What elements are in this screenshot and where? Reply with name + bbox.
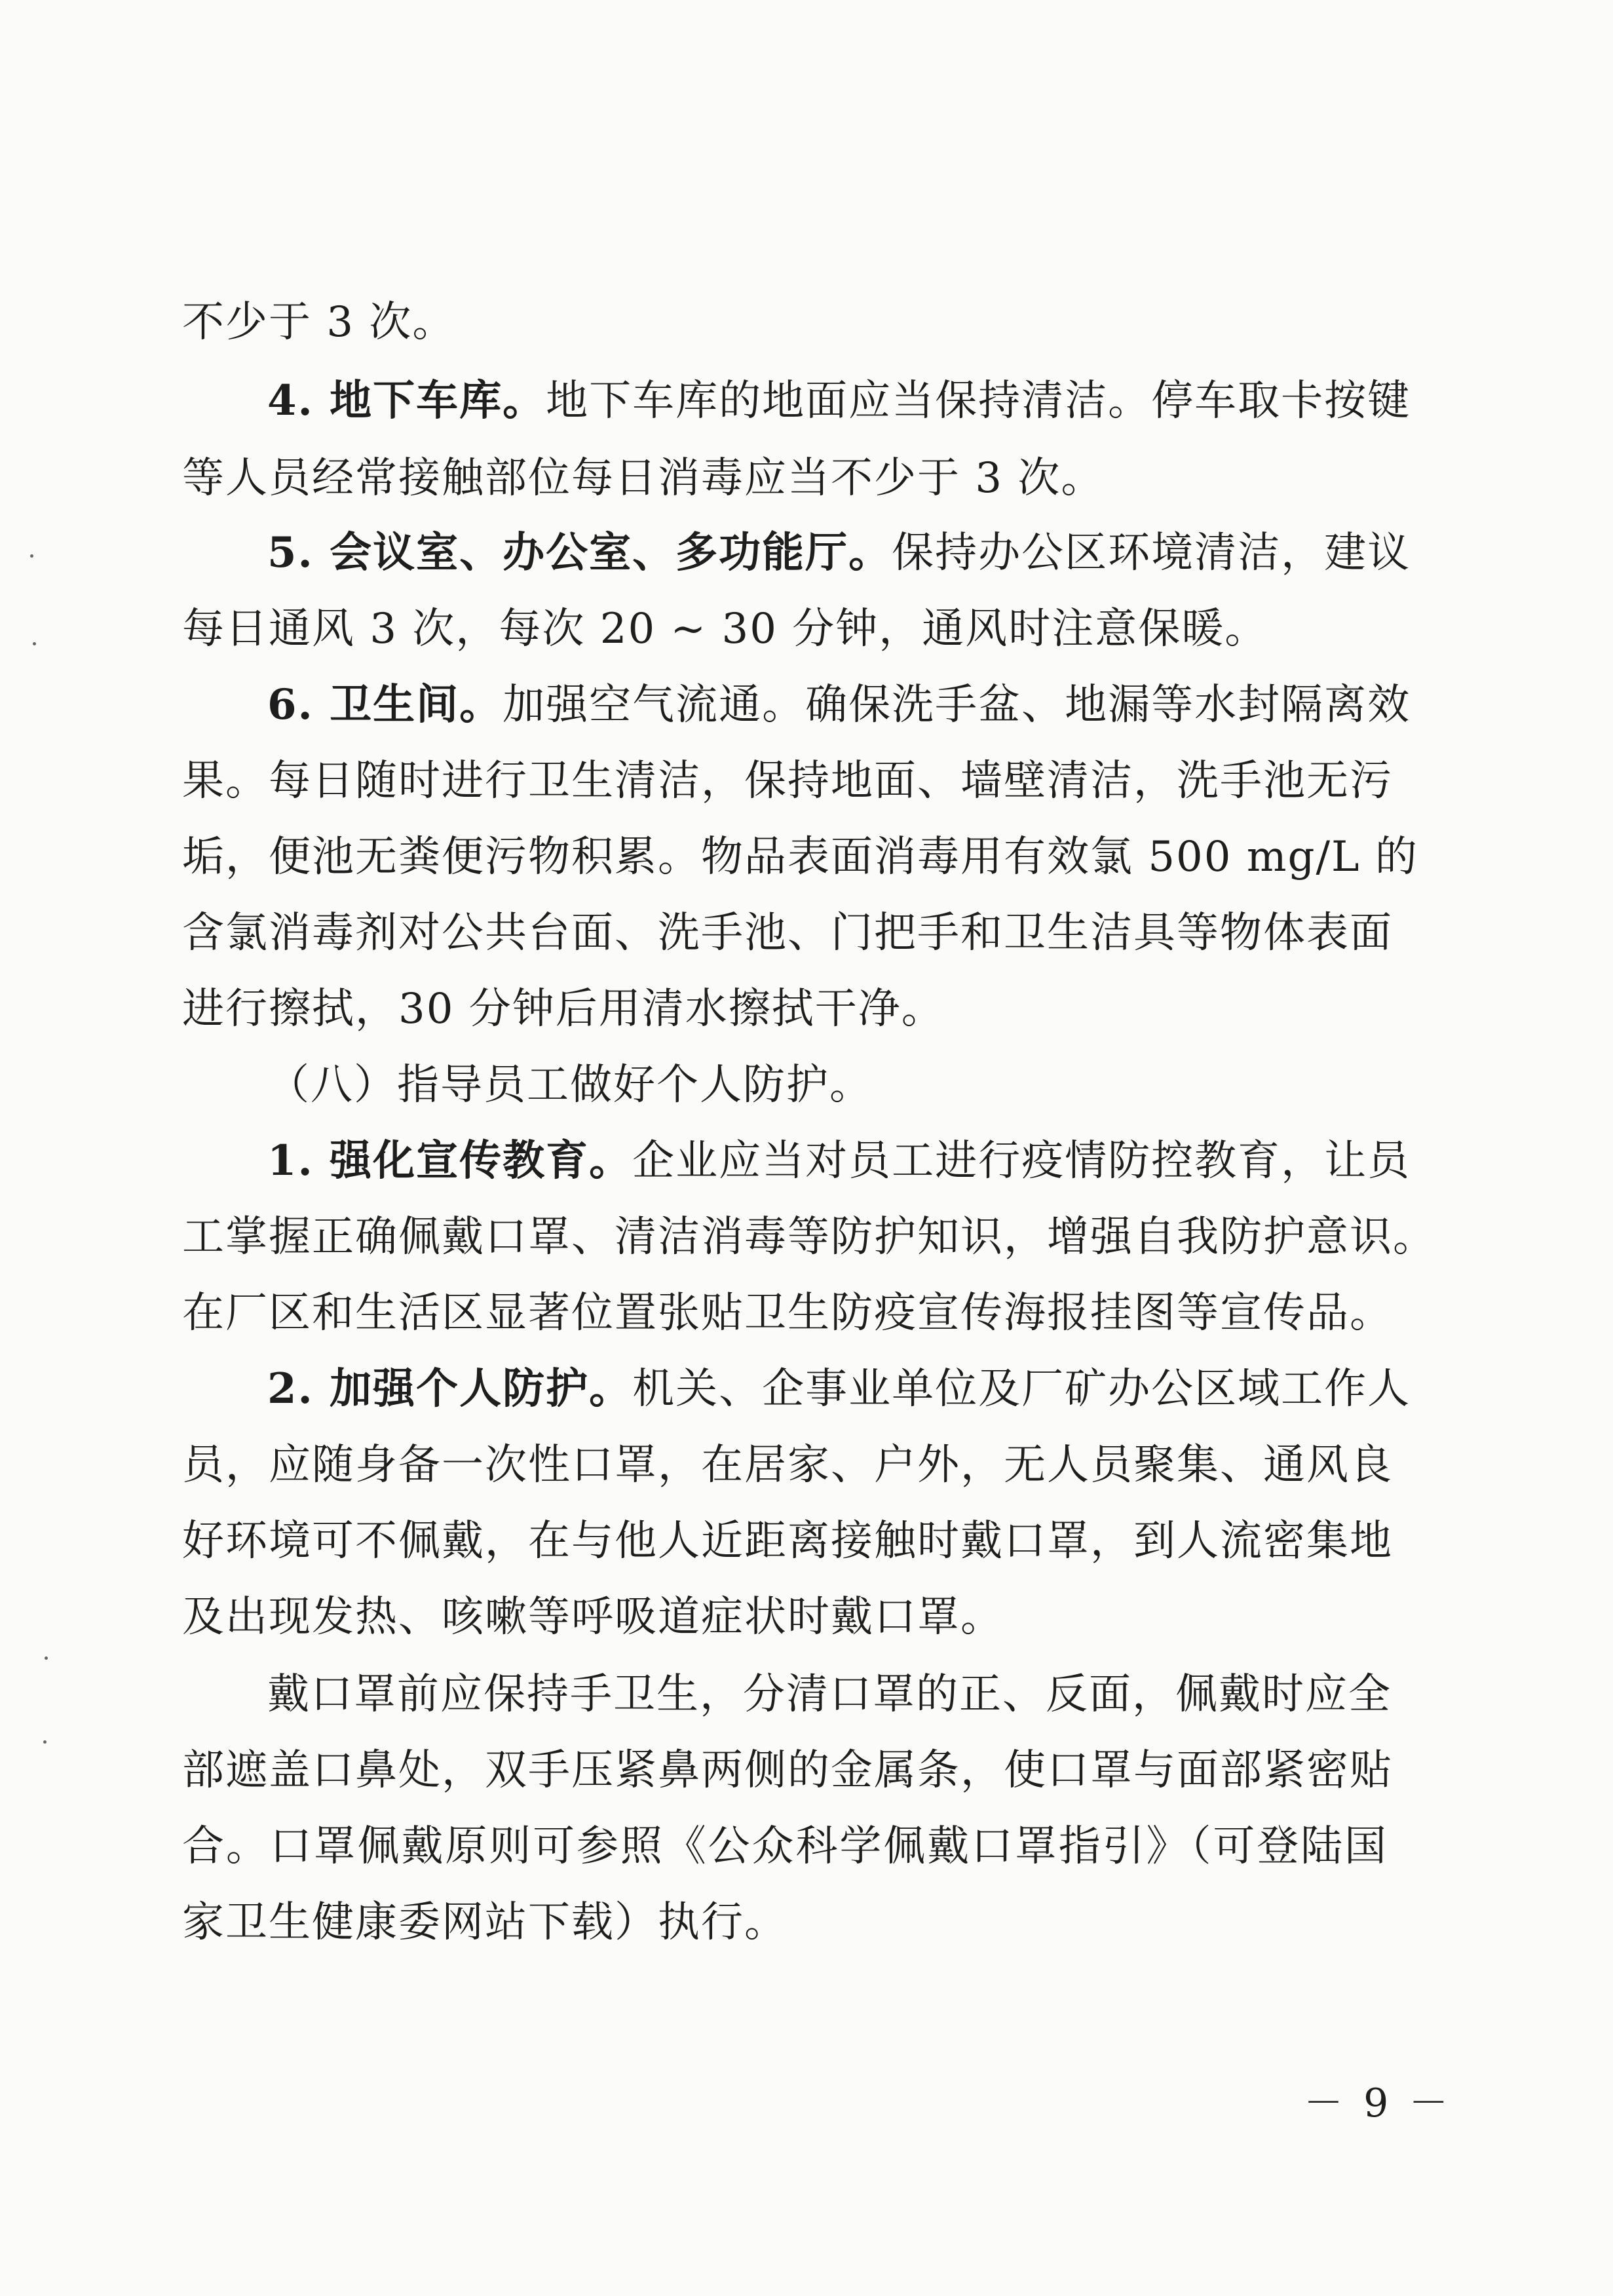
scan-speck (43, 1740, 47, 1744)
section-heading: 4. 地下车库。 (267, 376, 546, 425)
section-heading: 5. 会议室、办公室、多功能厅。 (267, 528, 892, 577)
section-6-restroom: 6. 卫生间。加强空气流通。确保洗手盆、地漏等水封隔离效 (267, 680, 1411, 729)
paragraph-line: 进行擦拭，30 分钟后用清水擦拭干净。 (182, 985, 945, 1033)
paragraph-line: 工掌握正确佩戴口罩、清洁消毒等防护知识，增强自我防护意识。 (182, 1213, 1436, 1261)
paragraph-line: 好环境可不佩戴，在与他人近距离接触时戴口罩，到人流密集地 (182, 1517, 1393, 1565)
section-heading: 1. 强化宣传教育。 (267, 1136, 633, 1185)
scan-speck (45, 1656, 48, 1660)
paragraph-line: 家卫生健康委网站下载）执行。 (182, 1898, 788, 1947)
scan-speck (30, 554, 33, 558)
scan-speck (33, 642, 36, 645)
section-2-personal-protection: 2. 加强个人防护。机关、企事业单位及厂矿办公区域工作人 (267, 1364, 1411, 1413)
paragraph-line: 等人员经常接触部位每日消毒应当不少于 3 次。 (182, 454, 1105, 503)
paragraph-line: 垢，便池无粪便污物积累。物品表面消毒用有效氯 500 mg/L 的 (182, 833, 1418, 881)
section-heading: 2. 加强个人防护。 (267, 1364, 633, 1413)
section-heading: 6. 卫生间。 (267, 680, 503, 729)
paragraph-line: 及出现发热、咳嗽等呼吸道症状时戴口罩。 (182, 1593, 1004, 1641)
section-4-underground-garage: 4. 地下车库。地下车库的地面应当保持清洁。停车取卡按键 (267, 376, 1411, 425)
paragraph-line: 在厂区和生活区显著位置张贴卫生防疫宣传海报挂图等宣传品。 (182, 1289, 1393, 1337)
paragraph-line: 含氯消毒剂对公共台面、洗手池、门把手和卫生洁具等物体表面 (182, 909, 1393, 957)
paragraph-line: 果。每日随时进行卫生清洁，保持地面、墙壁清洁，洗手池无污 (182, 757, 1393, 805)
paragraph-line: 合。口罩佩戴原则可参照《公众科学佩戴口罩指引》（可登陆国 (182, 1822, 1388, 1871)
paragraph-line: 部遮盖口鼻处，双手压紧鼻两侧的金属条，使口罩与面部紧密贴 (182, 1746, 1393, 1795)
page-number: － 9 － (1304, 2080, 1452, 2126)
section-5-meeting-rooms: 5. 会议室、办公室、多功能厅。保持办公区环境清洁，建议 (267, 528, 1411, 577)
subsection-heading-8: （八）指导员工做好个人防护。 (267, 1061, 873, 1109)
section-1-publicity-education: 1. 强化宣传教育。企业应当对员工进行疫情防控教育，让员 (267, 1136, 1411, 1185)
paragraph-line: 每日通风 3 次，每次 20 ~ 30 分钟，通风时注意保暖。 (182, 605, 1268, 653)
paragraph-line: 不少于 3 次。 (182, 298, 456, 347)
paragraph-line: 员，应随身备一次性口罩，在居家、户外，无人员聚集、通风良 (182, 1441, 1393, 1489)
paragraph-mask-wearing: 戴口罩前应保持手卫生，分清口罩的正、反面，佩戴时应全 (267, 1670, 1392, 1719)
